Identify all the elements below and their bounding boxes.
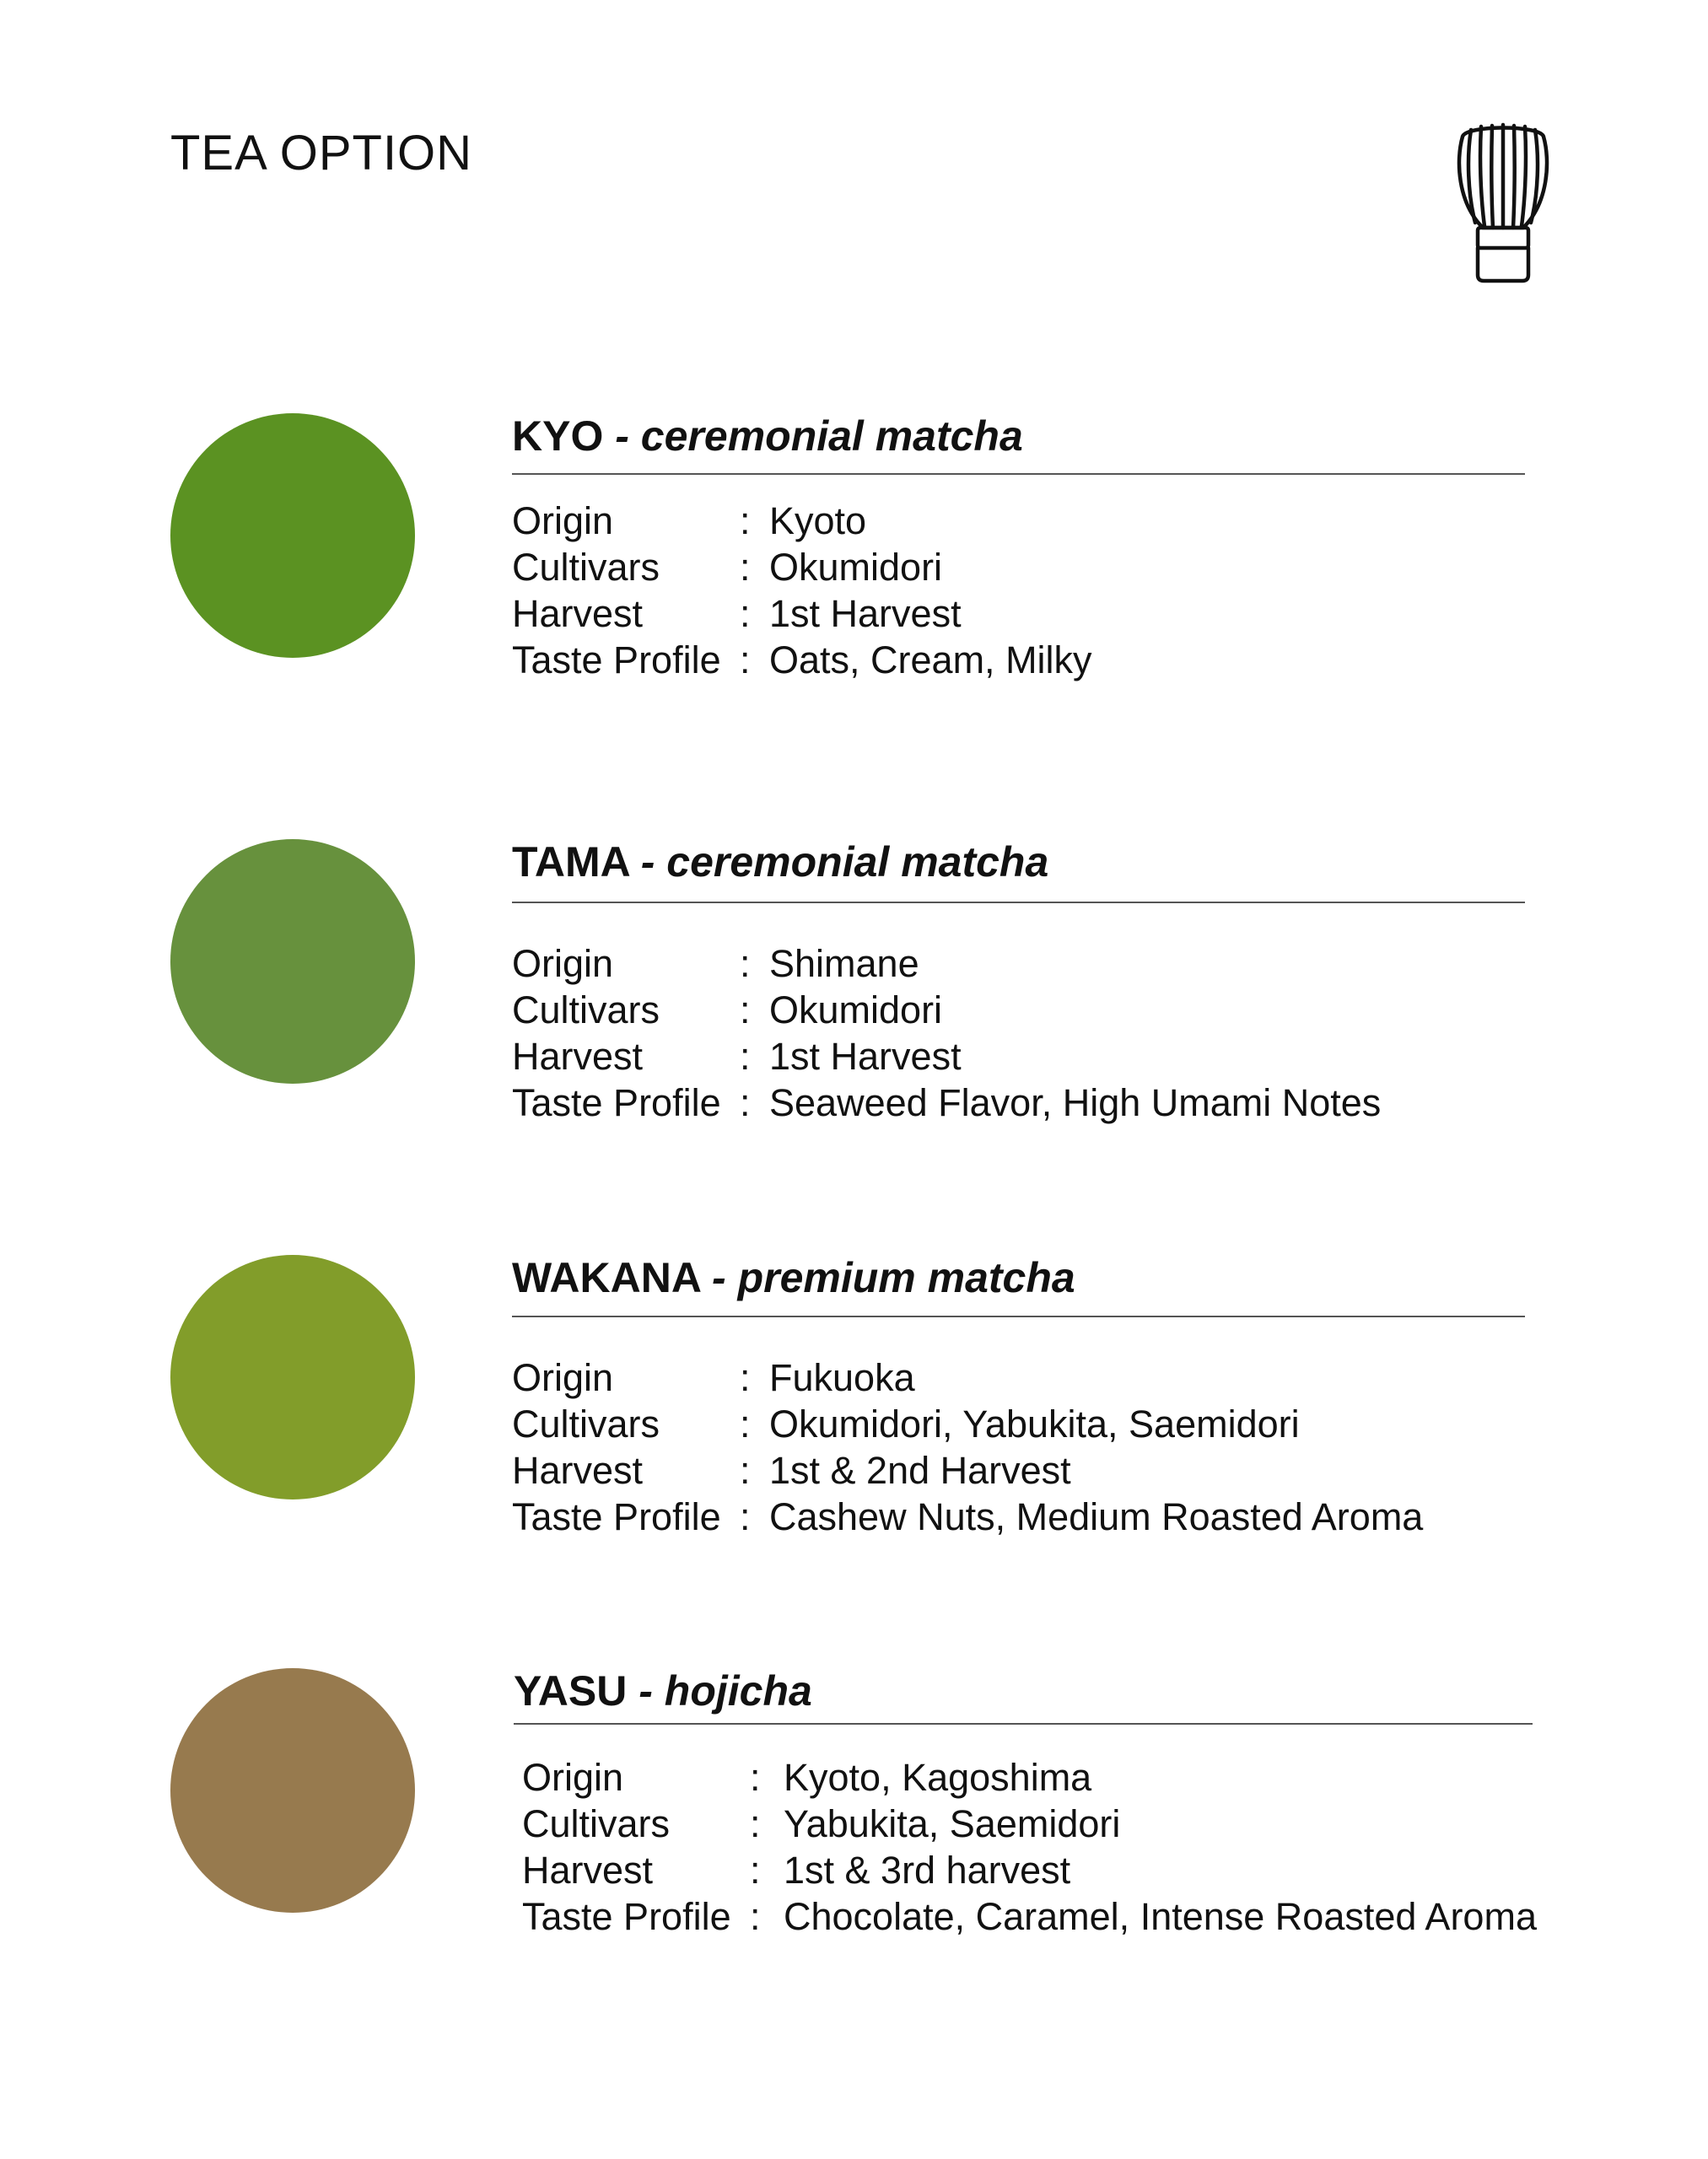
divider (512, 473, 1525, 475)
detail-separator: : (740, 942, 751, 985)
tea-type: - ceremonial matcha (640, 838, 1049, 886)
divider (512, 1316, 1525, 1317)
detail-value: Okumidori (769, 988, 943, 1031)
tea-type: - ceremonial matcha (615, 412, 1023, 460)
detail-row-cultivars (522, 1801, 1537, 1847)
detail-label: Taste Profile (512, 1081, 721, 1124)
detail-separator: : (750, 1849, 761, 1892)
detail-value: 1st Harvest (769, 1035, 962, 1078)
detail-label: Harvest (512, 592, 644, 635)
tea-heading (514, 1668, 812, 1715)
detail-value: Fukuoka (769, 1356, 915, 1399)
detail-label: Origin (522, 1756, 624, 1799)
color-swatch (170, 839, 415, 1084)
detail-value: Oats, Cream, Milky (769, 638, 1092, 681)
detail-separator: : (740, 1449, 751, 1492)
detail-value: Okumidori, Yabukita, Saemidori (769, 1403, 1300, 1446)
detail-row-cultivars (512, 987, 1381, 1033)
tea-item-yasu (0, 1668, 1708, 1938)
detail-separator: : (740, 1081, 751, 1124)
tea-item-kyo (0, 413, 1708, 683)
detail-value: Yabukita, Saemidori (784, 1802, 1121, 1845)
detail-row-harvest (512, 590, 1092, 637)
tea-name: YASU (514, 1667, 628, 1715)
detail-row-taste-profile (512, 637, 1092, 683)
detail-label: Cultivars (512, 1403, 660, 1446)
color-swatch (170, 1255, 415, 1499)
page-title: TEA OPTION (170, 126, 473, 180)
tea-name: TAMA (512, 838, 629, 886)
detail-separator: : (740, 1495, 751, 1538)
detail-label: Origin (512, 942, 614, 985)
detail-row-taste-profile (522, 1893, 1537, 1940)
matcha-whisk-icon (1452, 118, 1554, 287)
detail-value: 1st & 3rd harvest (784, 1849, 1071, 1892)
detail-label: Taste Profile (522, 1895, 731, 1938)
detail-separator: : (750, 1895, 761, 1938)
color-swatch (170, 413, 415, 658)
detail-value: 1st Harvest (769, 592, 962, 635)
color-swatch (170, 1668, 415, 1913)
tea-name: KYO (512, 412, 604, 460)
detail-value: Kyoto, Kagoshima (784, 1756, 1092, 1799)
detail-separator: : (740, 546, 751, 589)
detail-label: Origin (512, 1356, 614, 1399)
detail-separator: : (750, 1756, 761, 1799)
detail-label: Cultivars (512, 988, 660, 1031)
detail-separator: : (740, 1356, 751, 1399)
tea-name: WAKANA (512, 1254, 701, 1301)
detail-separator: : (740, 988, 751, 1031)
detail-row-harvest (522, 1847, 1537, 1893)
detail-label: Harvest (512, 1449, 644, 1492)
tea-details (512, 498, 1092, 683)
divider (512, 902, 1525, 903)
tea-heading (512, 1255, 1075, 1301)
detail-label: Harvest (522, 1849, 654, 1892)
detail-value: Kyoto (769, 499, 867, 542)
tea-item-wakana (0, 1254, 1708, 1538)
detail-row-harvest (512, 1447, 1423, 1494)
tea-details (512, 940, 1381, 1126)
detail-separator: : (740, 1035, 751, 1078)
detail-row-harvest (512, 1033, 1381, 1080)
detail-label: Cultivars (512, 546, 660, 589)
detail-row-origin (512, 940, 1381, 987)
detail-value: Shimane (769, 942, 919, 985)
detail-row-cultivars (512, 544, 1092, 590)
tea-type: - premium matcha (712, 1254, 1075, 1301)
detail-row-origin (512, 498, 1092, 544)
detail-value: Seaweed Flavor, High Umami Notes (769, 1081, 1382, 1124)
detail-separator: : (740, 1403, 751, 1446)
detail-value: 1st & 2nd Harvest (769, 1449, 1071, 1492)
detail-separator: : (740, 499, 751, 542)
detail-row-cultivars (512, 1401, 1423, 1447)
tea-details (522, 1754, 1537, 1940)
detail-row-taste-profile (512, 1494, 1423, 1540)
detail-value: Cashew Nuts, Medium Roasted Aroma (769, 1495, 1424, 1538)
detail-separator: : (740, 638, 751, 681)
detail-label: Harvest (512, 1035, 644, 1078)
tea-heading (512, 413, 1023, 460)
tea-details (512, 1354, 1423, 1540)
detail-label: Origin (512, 499, 614, 542)
detail-value: Okumidori (769, 546, 943, 589)
detail-label: Cultivars (522, 1802, 671, 1845)
detail-separator: : (750, 1802, 761, 1845)
detail-label: Taste Profile (512, 1495, 721, 1538)
detail-separator: : (740, 592, 751, 635)
tea-heading (512, 839, 1048, 886)
divider (514, 1723, 1533, 1725)
tea-type: - hojicha (638, 1667, 812, 1715)
detail-row-taste-profile (512, 1080, 1381, 1126)
detail-row-origin (512, 1354, 1423, 1401)
detail-label: Taste Profile (512, 638, 721, 681)
detail-row-origin (522, 1754, 1537, 1801)
detail-value: Chocolate, Caramel, Intense Roasted Aroma (784, 1895, 1537, 1938)
tea-item-tama (0, 838, 1708, 1124)
